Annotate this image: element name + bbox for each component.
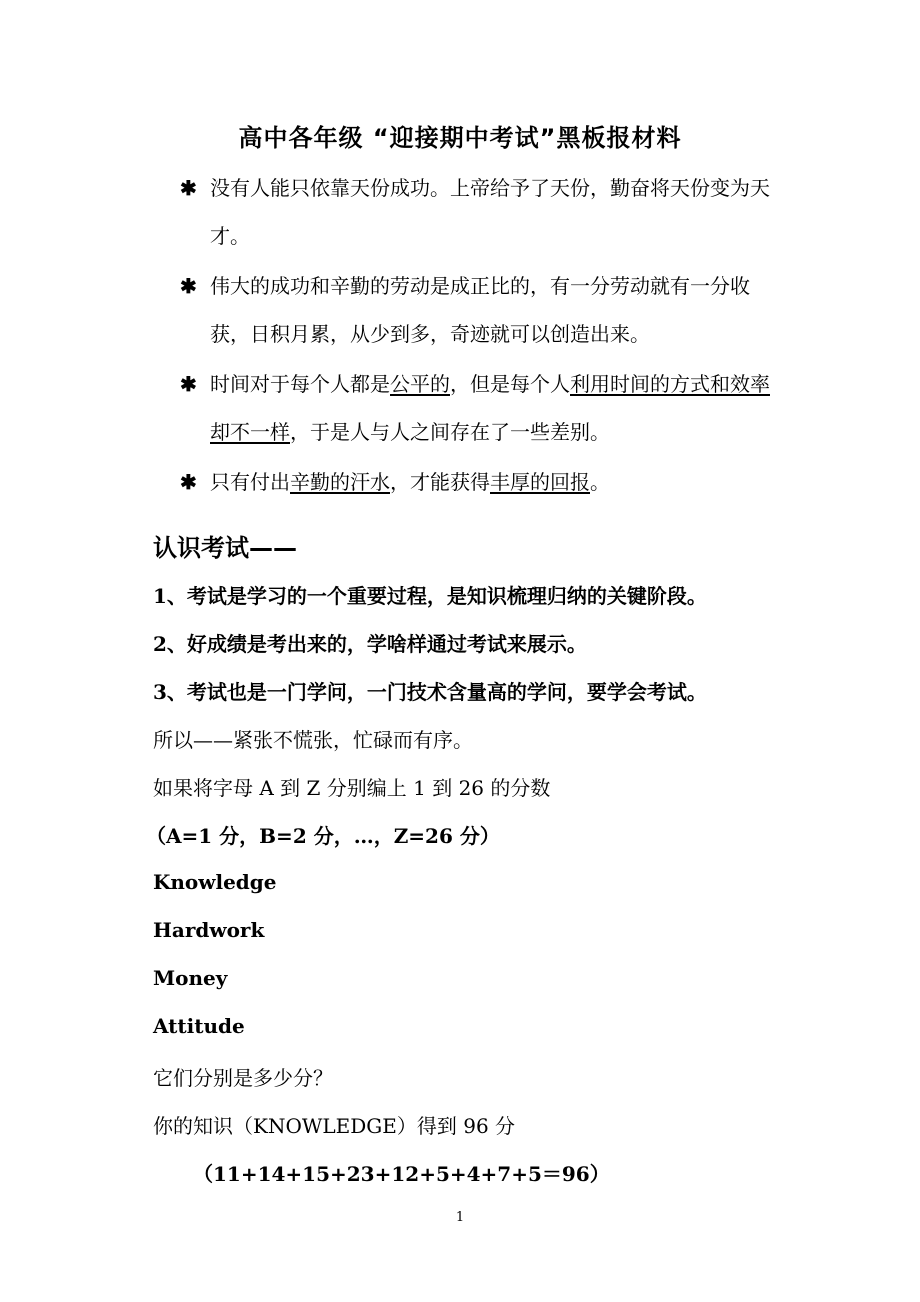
- exam-point-2: 2、好成绩是考出来的，学啥样通过考试来展示。: [153, 632, 587, 656]
- motto-text: 。: [590, 470, 610, 494]
- motto-item: [180, 262, 780, 358]
- exam-point-1: 1、考试是学习的一个重要过程，是知识梳理归纳的关键阶段。: [153, 584, 707, 608]
- motto-text: ，于是人与人之间存在了一些差别。: [290, 420, 610, 444]
- score-intro: 如果将字母 A 到 Z 分别编上 1 到 26 的分数: [153, 776, 551, 800]
- motto-item: [180, 458, 780, 506]
- page-title: 高中各年级 “迎接期中考试”黑板报材料: [238, 124, 682, 152]
- motto-text: 只有付出: [210, 470, 290, 494]
- motto-item: [180, 360, 780, 456]
- word-money: Money: [153, 966, 228, 990]
- underlined-text: 丰厚的回报: [490, 470, 590, 494]
- exam-point-3: 3、考试也是一门学问，一门技术含量高的学问，要学会考试。: [153, 680, 707, 704]
- motto-text: 没有人能只依靠天份成功。上帝给予了天份，勤奋将天份变为天才。: [210, 176, 770, 248]
- underlined-text: 公平的: [390, 372, 450, 396]
- score-mapping: （A=1 分，B=2 分，…，Z=26 分）: [146, 824, 500, 848]
- asterisk-bullet-icon: ✱: [180, 274, 197, 298]
- page-number: 1: [455, 1210, 465, 1225]
- word-knowledge: Knowledge: [153, 870, 277, 894]
- motto-text: 时间对于每个人都是: [210, 372, 390, 396]
- asterisk-bullet-icon: ✱: [180, 176, 197, 200]
- answer-line: 你的知识（KNOWLEDGE）得到 96 分: [153, 1114, 516, 1138]
- motto-text: 伟大的成功和辛勤的劳动是成正比的，有一分劳动就有一分收获，日积月累，从少到多，奇迹就可以创造出来。: [210, 274, 750, 346]
- question-line: 它们分别是多少分？: [153, 1066, 333, 1090]
- underlined-text: 辛勤的汗水: [290, 470, 390, 494]
- conclusion-line: 所以——紧张不慌张，忙碌而有序。: [153, 728, 473, 752]
- motto-text: ，但是每个人: [450, 372, 570, 396]
- section-heading: 认识考试——: [153, 534, 297, 562]
- motto-list: [180, 164, 780, 508]
- calculation-line: （11+14+15+23+12+5+4+7+5＝96）: [193, 1162, 610, 1186]
- word-attitude: Attitude: [153, 1014, 245, 1038]
- asterisk-bullet-icon: ✱: [180, 470, 197, 494]
- motto-text: ，才能获得: [390, 470, 490, 494]
- asterisk-bullet-icon: ✱: [180, 372, 197, 396]
- word-hardwork: Hardwork: [153, 918, 265, 942]
- motto-item: [180, 164, 780, 260]
- underlined-text: 利用时间的方式和效率却不一样: [210, 372, 770, 444]
